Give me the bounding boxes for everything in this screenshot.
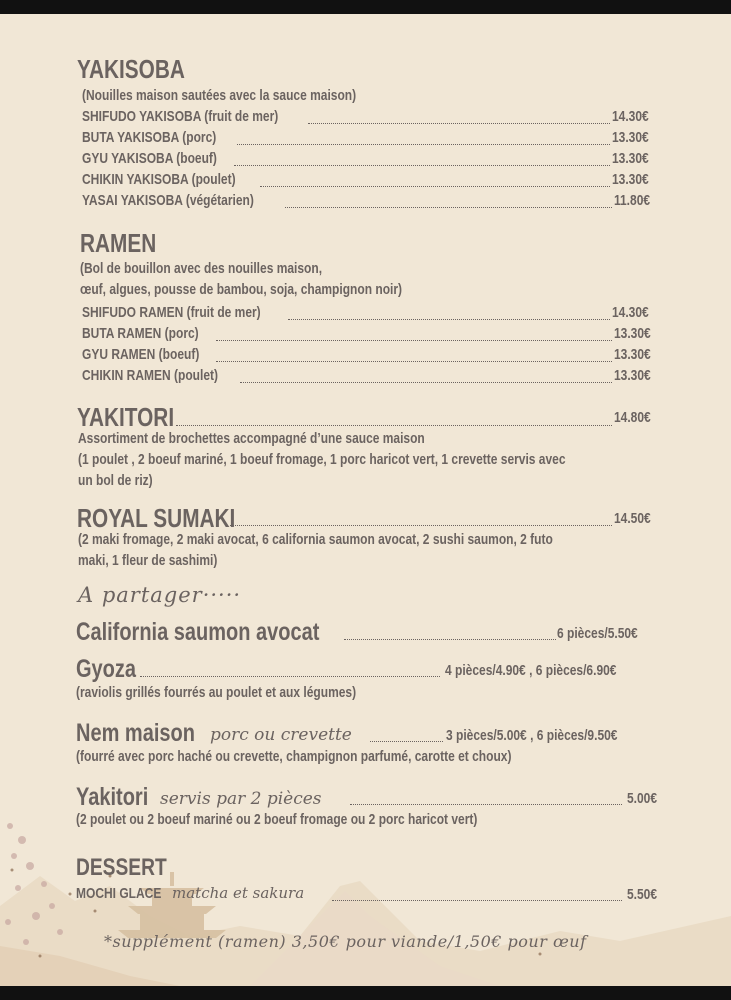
yakitori2-note: servis par 2 pièces — [160, 789, 322, 809]
yakisoba-title: YAKISOBA — [77, 54, 185, 84]
yakitori2-description: (2 poulet ou 2 boeuf mariné ou 2 boeuf fromage ou 2 porc haricot vert) — [76, 811, 478, 828]
menu-item-price: 13.30€ — [612, 129, 649, 146]
ramen-description: (Bol de bouillon avec des nouilles maison, — [80, 260, 323, 277]
dot-leader — [216, 361, 612, 362]
menu-item-name: GYU YAKISOBA (boeuf) — [82, 150, 217, 167]
california-name: California saumon avocat — [76, 618, 320, 646]
menu-item-price: 13.30€ — [614, 346, 651, 363]
dot-leader — [285, 207, 612, 208]
gyoza-name: Gyoza — [76, 655, 137, 683]
menu-item-price: 13.30€ — [614, 367, 651, 384]
royal-sumaki-description: (2 maki fromage, 2 maki avocat, 6 california saumon avocat, 2 sushi saumon, 2 futo — [78, 531, 553, 548]
dot-leader — [237, 144, 610, 145]
a-partager-heading: A partager····· — [78, 583, 242, 607]
dot-leader — [240, 382, 612, 383]
menu-item-name: GYU RAMEN (boeuf) — [82, 346, 200, 363]
dot-leader — [350, 804, 622, 805]
supplement-note: *supplément (ramen) 3,50€ pour viande/1,50€ pour œuf — [104, 932, 587, 951]
menu-item-price: 14.30€ — [612, 108, 649, 125]
ramen-title: RAMEN — [80, 228, 157, 258]
menu-item-price: 13.30€ — [614, 325, 651, 342]
yakitori-price: 14.80€ — [614, 409, 651, 426]
yakitori-description: Assortiment de brochettes accompagné d’une sauce maison — [78, 430, 425, 447]
menu-item-name: CHIKIN YAKISOBA (poulet) — [82, 171, 236, 188]
yakitori2-price: 5.00€ — [627, 790, 658, 807]
gyoza-description: (raviolis grillés fourrés au poulet et aux légumes) — [76, 684, 357, 701]
dot-leader — [370, 741, 443, 742]
dot-leader — [332, 900, 622, 901]
dot-leader — [216, 340, 612, 341]
menu-item-name: SHIFUDO RAMEN (fruit de mer) — [82, 304, 261, 321]
nem-price: 3 pièces/5.00€ , 6 pièces/9.50€ — [446, 727, 618, 744]
dot-leader — [260, 186, 610, 187]
dot-leader — [140, 676, 440, 677]
menu-item-name: CHIKIN RAMEN (poulet) — [82, 367, 218, 384]
dot-leader — [176, 425, 612, 426]
dot-leader — [308, 123, 610, 124]
dot-leader — [344, 639, 556, 640]
gyoza-price: 4 pièces/4.90€ , 6 pièces/6.90€ — [445, 662, 617, 679]
yakitori-title: YAKITORI — [77, 402, 175, 432]
dessert-item-name: MOCHI GLACE — [76, 885, 162, 902]
royal-sumaki-price: 14.50€ — [614, 510, 651, 527]
nem-note: porc ou crevette — [210, 725, 352, 745]
royal-sumaki-description: maki, 1 fleur de sashimi) — [78, 552, 218, 569]
dessert-price: 5.50€ — [627, 886, 658, 903]
menu-item-name: SHIFUDO YAKISOBA (fruit de mer) — [82, 108, 279, 125]
yakitori2-name: Yakitori — [76, 783, 149, 811]
nem-description: (fourré avec porc haché ou crevette, champignon parfumé, carotte et choux) — [76, 748, 512, 765]
menu-item-price: 11.80€ — [614, 192, 651, 209]
yakitori-description: un bol de riz) — [78, 472, 153, 489]
menu-item-price: 14.30€ — [612, 304, 649, 321]
menu-item-name: BUTA YAKISOBA (porc) — [82, 129, 217, 146]
menu-item-name: BUTA RAMEN (porc) — [82, 325, 199, 342]
dessert-title: DESSERT — [76, 854, 167, 881]
royal-sumaki-title: ROYAL SUMAKI — [77, 503, 236, 533]
dessert-note: matcha et sakura — [172, 884, 305, 902]
dot-leader — [288, 319, 610, 320]
dot-leader — [230, 525, 612, 526]
menu-item-price: 13.30€ — [612, 150, 649, 167]
menu-page — [0, 14, 731, 986]
menu-item-price: 13.30€ — [612, 171, 649, 188]
dot-leader — [234, 165, 610, 166]
nem-name: Nem maison — [76, 719, 195, 747]
ramen-description: œuf, algues, pousse de bambou, soja, champignon noir) — [80, 281, 403, 298]
yakisoba-description: (Nouilles maison sautées avec la sauce maison) — [82, 87, 357, 104]
menu-item-name: YASAI YAKISOBA (végétarien) — [82, 192, 254, 209]
california-price: 6 pièces/5.50€ — [557, 625, 638, 642]
yakitori-description: (1 poulet , 2 boeuf mariné, 1 boeuf fromage, 1 porc haricot vert, 1 crevette servis avec — [78, 451, 566, 468]
